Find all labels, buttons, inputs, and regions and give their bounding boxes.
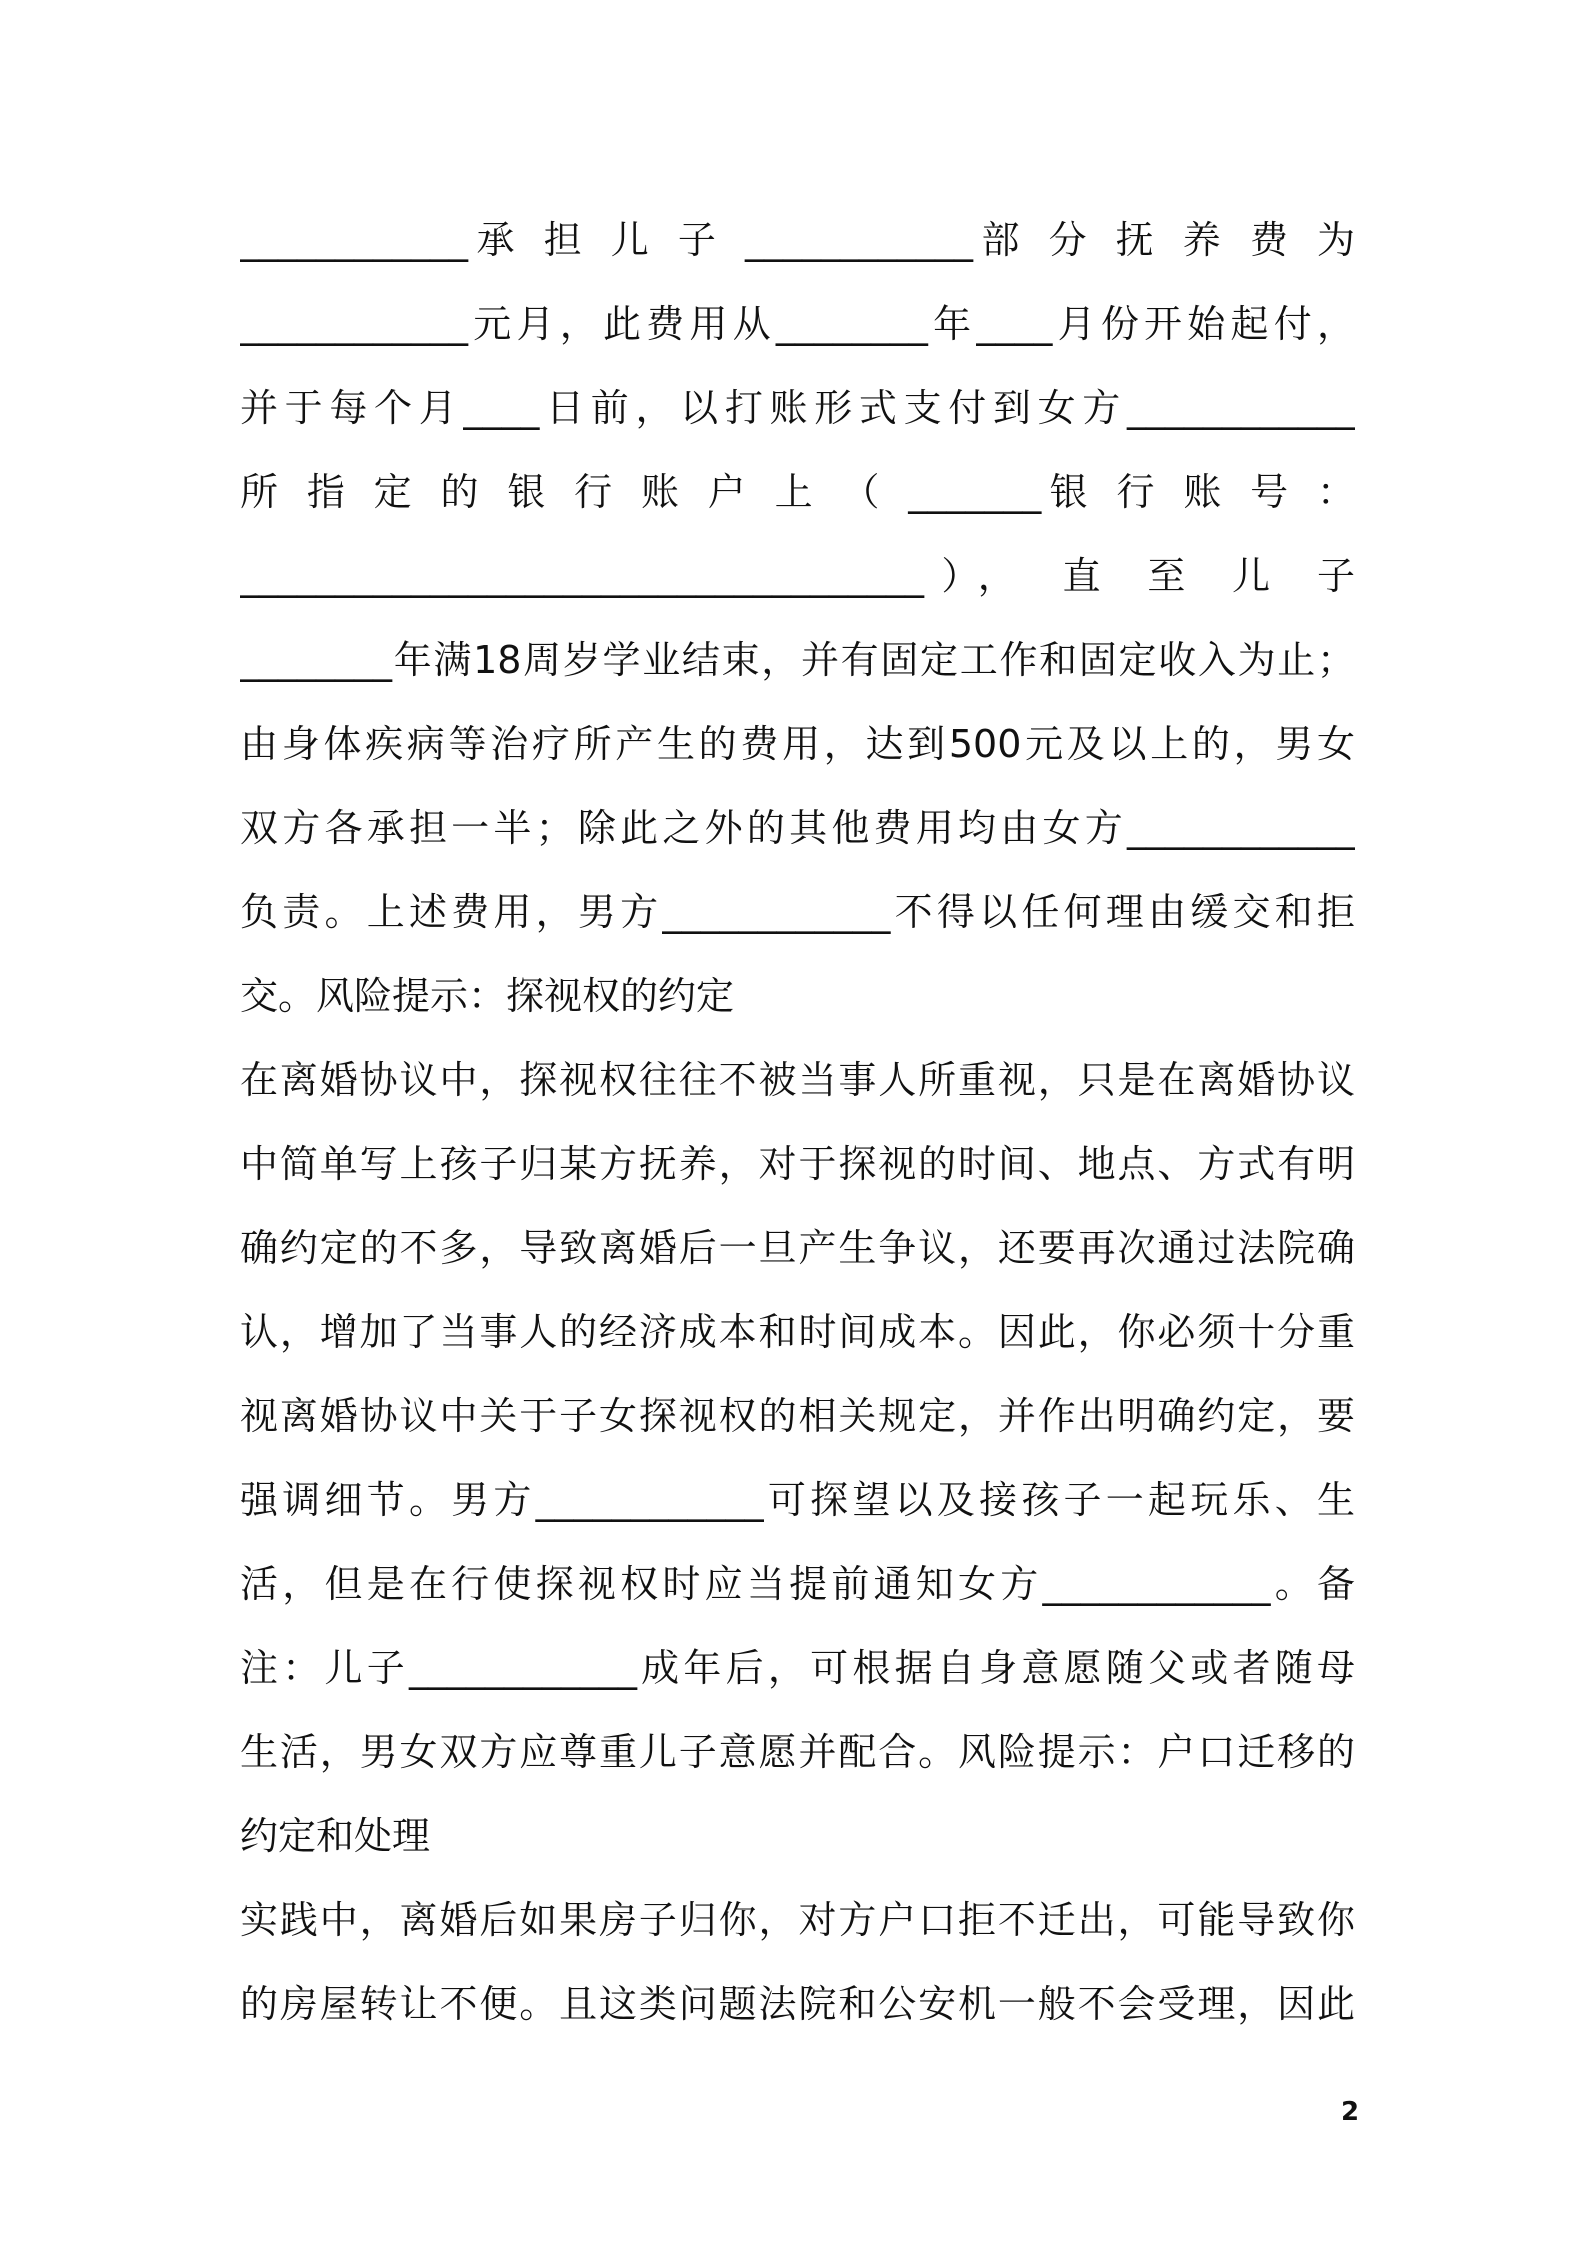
text-line: 注：儿子____________成年后，可根据自身意愿随父或者随母 — [240, 1646, 1355, 1690]
text-line: 生活，男女双方应尊重儿子意愿并配合。风险提示：户口迁移的 — [240, 1730, 1355, 1774]
text-line: 双方各承担一半；除此之外的其他费用均由女方____________ — [240, 806, 1355, 850]
text-line: 中简单写上孩子归某方抚养，对于探视的时间、地点、方式有明 — [240, 1142, 1355, 1186]
text-line: 由身体疾病等治疗所产生的费用，达到500元及以上的，男女 — [240, 722, 1355, 766]
document-body — [240, 198, 1355, 2046]
text-line: 确约定的不多，导致离婚后一旦产生争议，还要再次通过法院确 — [240, 1226, 1355, 1270]
text-line: 在离婚协议中，探视权往往不被当事人所重视，只是在离婚协议 — [240, 1058, 1355, 1102]
text-line: 并于每个月____日前，以打账形式支付到女方____________ — [240, 386, 1355, 430]
text-line: 负责。上述费用，男方____________不得以任何理由缓交和拒 — [240, 890, 1355, 934]
text-line: 实践中，离婚后如果房子归你，对方户口拒不迁出，可能导致你 — [240, 1898, 1355, 1942]
text-line: 交。风险提示：探视权的约定 — [240, 974, 735, 1018]
text-line: ____________承 担 儿 子 ____________部 分 抚 养 费 为 — [240, 218, 1355, 262]
text-line: 所 指 定 的 银 行 账 户 上 （ _______银 行 账 号 ： — [240, 470, 1355, 514]
page-number: 2 — [1340, 2097, 1360, 2127]
text-line: 认，增加了当事人的经济成本和时间成本。因此，你必须十分重 — [240, 1310, 1355, 1354]
text-line: 强调细节。男方____________可探望以及接孩子一起玩乐、生 — [240, 1478, 1355, 1522]
text-line: 约定和处理 — [240, 1814, 431, 1858]
text-line: 的房屋转让不便。且这类问题法院和公安机一般不会受理，因此 — [240, 1982, 1355, 2026]
text-line: ____________元月，此费用从________年____月份开始起付， — [240, 302, 1355, 346]
text-line: 活，但是在行使探视权时应当提前通知女方____________。备 — [240, 1562, 1355, 1606]
text-line: 视离婚协议中关于子女探视权的相关规定，并作出明确约定，要 — [240, 1394, 1355, 1438]
text-line: ________年满18周岁学业结束，并有固定工作和固定收入为止； — [240, 638, 1355, 682]
text-line: ____________________________________）， 直 至 儿 子 — [240, 554, 1355, 598]
